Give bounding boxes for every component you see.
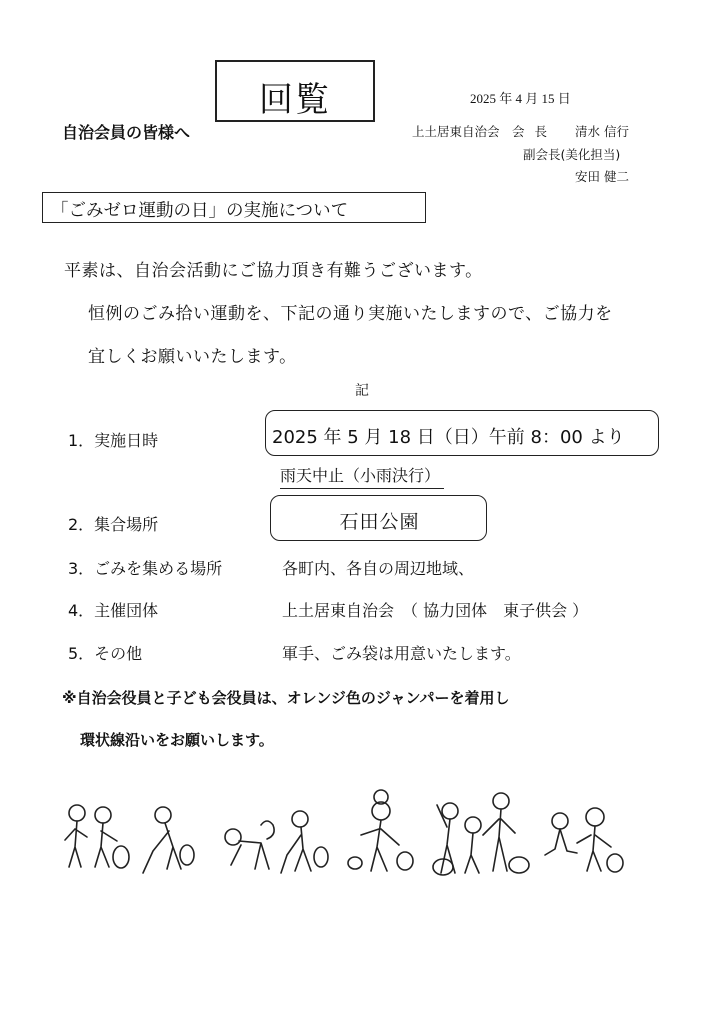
item-label-meeting-place: 2．集合場所 bbox=[68, 515, 159, 534]
sender-org: 上土居東自治会 bbox=[412, 124, 500, 139]
item-label-datetime: 1．実施日時 bbox=[68, 431, 159, 450]
body-paragraph-1: 平素は、自治会活動にご協力頂き有難うございます。 bbox=[64, 261, 483, 281]
ki-heading: 記 bbox=[355, 383, 369, 399]
item-value-collection-area: 各町内、各自の周辺地域、 bbox=[282, 559, 475, 578]
rain-notice: 雨天中止（小雨決行） bbox=[280, 463, 444, 489]
sender-vice-name: 安田 健二 bbox=[575, 169, 629, 184]
item-value-meeting-place: 石田公園 bbox=[339, 511, 420, 533]
item-value-other: 軍手、ごみ袋は用意いたします。 bbox=[282, 644, 521, 663]
stamp-text: 回覧 bbox=[259, 80, 331, 120]
item-label-collection-area: 3．ごみを集める場所 bbox=[68, 559, 223, 578]
sender-president-name: 清水 信行 bbox=[575, 124, 629, 139]
body-paragraph-3: 宜しくお願いいたします。 bbox=[88, 347, 297, 367]
meeting-place-box bbox=[270, 495, 487, 541]
body-paragraph-2: 恒例のごみ拾い運動を、下記の通り実施いたしますので、ご協力を bbox=[88, 304, 613, 324]
note-line-1: ※自治会役員と子ども会役員は、オレンジ色のジャンパーを着用し bbox=[62, 689, 510, 707]
subject-title: 「ごみゼロ運動の日」の実施について bbox=[51, 201, 349, 221]
circulation-stamp bbox=[215, 60, 375, 122]
item-value-organizer: 上土居東自治会 （ 協力団体 東子供会 ） bbox=[282, 601, 589, 620]
item-label-organizer: 4．主催団体 bbox=[68, 601, 159, 620]
issue-date: 2025 年 4 月 15 日 bbox=[470, 91, 571, 106]
item-value-datetime: 2025 年 5 月 18 日（日）午前 8：00 より bbox=[272, 427, 625, 448]
note-line-2: 環状線沿いをお願いします。 bbox=[80, 731, 274, 749]
item-label-other: 5．その他 bbox=[68, 644, 143, 663]
sender-president-title: 会 長 bbox=[512, 124, 550, 139]
sender-vice-title: 副会長(美化担当) bbox=[523, 147, 621, 162]
people-picking-up-trash-icon bbox=[55, 785, 655, 885]
subject-box bbox=[42, 192, 426, 223]
recipient: 自治会員の皆様へ bbox=[62, 123, 191, 142]
